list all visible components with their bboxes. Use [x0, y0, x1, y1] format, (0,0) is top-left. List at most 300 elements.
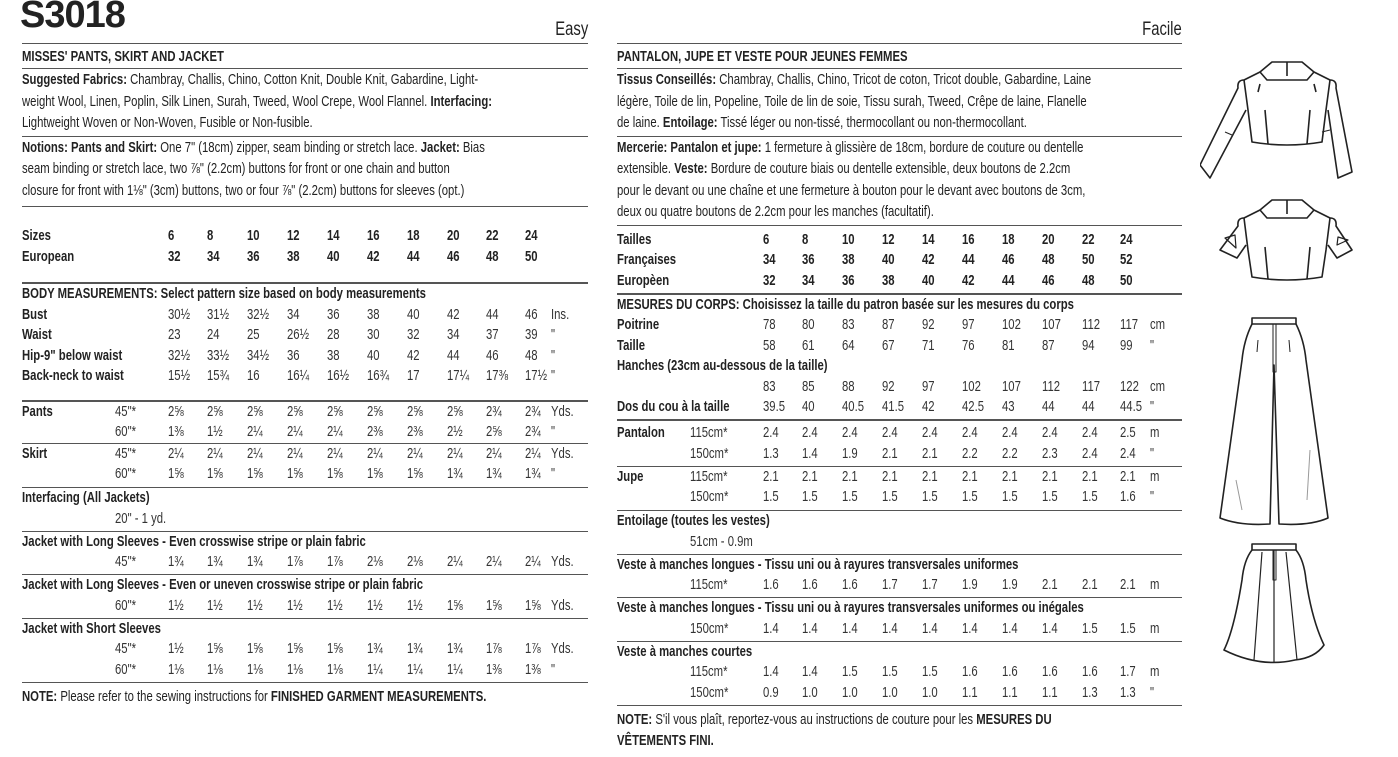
size-value: 1.5 — [922, 664, 938, 680]
size-value: 122 — [1120, 378, 1139, 395]
french-sizes-row — [617, 250, 1182, 271]
size-value: 1.1 — [1042, 684, 1058, 701]
size-value: 1⅝ — [486, 597, 502, 614]
size-value: 1⅞ — [486, 641, 502, 657]
size-value: 2.4 — [842, 425, 858, 441]
size-value: 38 — [882, 272, 895, 289]
size-value: 1.5 — [1120, 620, 1136, 637]
size-value: 1.4 — [962, 620, 978, 637]
size-value: 1.4 — [802, 620, 818, 637]
size-value: 94 — [1082, 337, 1095, 354]
size-value: 1⅝ — [327, 466, 343, 482]
size-value: 1½ — [168, 641, 184, 657]
size-value: 78 — [763, 317, 776, 333]
size-value: 2.1 — [802, 468, 818, 485]
skirt-row — [22, 444, 588, 465]
fabric-width: 150cm* — [690, 684, 729, 701]
unit: " — [551, 424, 556, 440]
size-value: 30½ — [168, 306, 191, 323]
size-value: 1.6 — [842, 577, 858, 593]
size-value: 1.5 — [1042, 489, 1058, 505]
size-value: 85 — [802, 378, 815, 395]
header — [617, 0, 1182, 44]
pattern-title: PANTALON, JUPE ET VESTE POUR JEUNES FEMMES — [617, 46, 1182, 69]
size-value: 2.4 — [1042, 425, 1058, 441]
row-label: Taille — [617, 337, 646, 354]
size-value: 1.1 — [962, 684, 978, 701]
jacket-long-even-row — [617, 575, 1182, 598]
size-value: 48 — [1042, 252, 1055, 268]
size-value: 44.5 — [1120, 399, 1143, 415]
size-value: 30 — [367, 327, 380, 343]
back-row — [617, 397, 1182, 421]
size-value: 97 — [922, 378, 935, 395]
unit: " — [551, 347, 556, 364]
size-value: 32 — [407, 327, 420, 343]
size-value: 42 — [962, 272, 975, 289]
size-value: 1.4 — [1042, 620, 1058, 637]
size-value: 24 — [525, 228, 538, 244]
size-value: 14 — [922, 231, 935, 248]
size-value: 2.1 — [842, 468, 858, 485]
unit: " — [1150, 399, 1155, 415]
size-value: 1.5 — [842, 489, 858, 505]
hips-row — [617, 377, 1182, 398]
size-value: 1.7 — [882, 577, 898, 593]
size-value: 40 — [882, 252, 895, 268]
european-sizes-row — [22, 247, 588, 268]
size-value: 1⅝ — [207, 466, 223, 482]
size-value: 42 — [447, 306, 460, 323]
size-value: 1⅞ — [525, 641, 541, 657]
wide-leg-pants-drawing — [1220, 318, 1328, 524]
unit: Yds. — [551, 554, 574, 570]
size-value: 2.4 — [962, 425, 978, 441]
size-value: 2.1 — [1002, 468, 1018, 485]
size-value: 40 — [922, 272, 935, 289]
size-value: 42 — [922, 399, 935, 415]
size-value: 1⅝ — [207, 641, 223, 657]
size-value: 2.1 — [763, 468, 779, 485]
size-value: 1¾ — [247, 554, 263, 570]
jacket-long-uneven-heading: Jacket with Long Sleeves - Even or uneven crosswise stripe or plain fabric — [22, 577, 424, 593]
jacket-long-uneven-row — [22, 596, 588, 619]
size-value: 1⅞ — [287, 554, 303, 570]
row-label: Back-neck to waist — [22, 368, 124, 384]
size-value: 1¾ — [168, 554, 184, 570]
garment-drawings — [1200, 60, 1398, 700]
size-value: 76 — [962, 337, 975, 354]
size-value: 34 — [763, 252, 776, 268]
fabric-width: 150cm* — [690, 620, 729, 637]
size-value: 87 — [1042, 337, 1055, 354]
pants-row — [22, 402, 588, 423]
fabric-width: 45"* — [115, 445, 136, 462]
size-value: 2¾ — [525, 424, 541, 440]
size-value: 1½ — [327, 597, 343, 614]
fabric-width: 150cm* — [690, 489, 729, 505]
size-value: 102 — [1002, 317, 1021, 333]
unit: cm — [1150, 378, 1166, 395]
size-value: 1⅝ — [525, 597, 541, 614]
size-value: 1.4 — [802, 445, 818, 462]
size-value: 38 — [367, 306, 380, 323]
size-value: 97 — [962, 317, 975, 333]
unit: m — [1150, 468, 1160, 485]
fabric-width: 60"* — [115, 597, 136, 614]
body-row — [22, 325, 588, 346]
size-value: 2¼ — [287, 424, 303, 440]
row-label: Tailles — [617, 231, 652, 248]
size-value: 50 — [1120, 272, 1133, 289]
size-value: 32 — [168, 248, 181, 265]
size-value: 80 — [802, 317, 815, 333]
size-value: 36 — [287, 347, 300, 364]
size-value: 1.9 — [1002, 577, 1018, 593]
size-value: 2¼ — [247, 445, 263, 462]
size-value: 1½ — [207, 424, 223, 440]
size-value: 112 — [1082, 317, 1101, 333]
size-value: 1⅛ — [207, 661, 223, 678]
size-value: 2¼ — [447, 554, 463, 570]
suggested-fabrics: Suggested Fabrics: Chambray, Challis, Chino, Cotton Knit, Double Knit, Gabardine, Light- weight Wool, Linen, Poplin, Silk Linen, Surah, Tweed, Wool Crepe, Wool Flannel. Interfacing: Lightweight Woven or Non-Woven, Fusible or Non-fusible. — [22, 69, 588, 137]
interfacing-row: 51cm - 0.9m — [617, 532, 1182, 555]
row-label: Poitrine — [617, 317, 660, 333]
size-value: 44 — [1082, 399, 1095, 415]
size-value: 1.5 — [962, 489, 978, 505]
size-value: 40 — [367, 347, 380, 364]
size-value: 2¼ — [168, 445, 184, 462]
fabric-width: 115cm* — [690, 577, 728, 593]
row-label: Pants — [22, 403, 53, 420]
flared-skirt-drawing — [1224, 544, 1324, 662]
row-label: Hip-9" below waist — [22, 347, 123, 364]
size-value: 1.6 — [763, 577, 779, 593]
size-value: 18 — [1002, 231, 1015, 248]
size-value: 22 — [1082, 231, 1095, 248]
size-value: 2.2 — [962, 445, 978, 462]
size-value: 52 — [1120, 252, 1133, 268]
size-value: 1¼ — [407, 661, 423, 678]
size-value: 12 — [287, 228, 300, 244]
size-value: 2.1 — [962, 468, 978, 485]
size-value: 61 — [802, 337, 815, 354]
size-value: 33½ — [207, 347, 230, 364]
size-value: 17⅜ — [486, 368, 509, 384]
size-value: 2⅝ — [367, 403, 383, 420]
size-value: 2¼ — [447, 445, 463, 462]
size-value: 44 — [1042, 399, 1055, 415]
size-value: 1.4 — [922, 620, 938, 637]
size-value: 2½ — [447, 424, 463, 440]
size-value: 2.1 — [922, 445, 938, 462]
row-label: Sizes — [22, 228, 51, 244]
size-value: 38 — [327, 347, 340, 364]
size-value: 44 — [486, 306, 499, 323]
pants-row — [617, 444, 1182, 467]
size-value: 42 — [367, 248, 380, 265]
size-value: 1.0 — [842, 684, 858, 701]
size-value: 2⅝ — [486, 424, 502, 440]
size-value: 1.5 — [802, 489, 818, 505]
skirt-row — [617, 487, 1182, 511]
size-value: 18 — [407, 228, 420, 244]
size-value: 2.2 — [1002, 445, 1018, 462]
size-value: 1⅜ — [525, 661, 541, 678]
size-value: 1.5 — [842, 664, 858, 680]
size-value: 1.5 — [882, 664, 898, 680]
jacket-short-row — [617, 662, 1182, 683]
size-value: 2.4 — [882, 425, 898, 441]
size-value: 2⅝ — [168, 403, 184, 420]
size-value: 1½ — [407, 597, 423, 614]
size-value: 1⅜ — [486, 661, 502, 678]
size-value: 48 — [486, 248, 499, 265]
size-value: 2¼ — [525, 554, 541, 570]
row-label: Jupe — [617, 468, 644, 485]
size-value: 1½ — [207, 597, 223, 614]
size-value: 1⅝ — [247, 466, 263, 482]
fabric-width: 60"* — [115, 466, 136, 482]
hips-heading: Hanches (23cm au-dessous de la taille) — [617, 358, 828, 374]
unit: " — [1150, 489, 1155, 505]
size-value: 10 — [247, 228, 260, 244]
size-value: 44 — [407, 248, 420, 265]
size-value: 2.3 — [1042, 445, 1058, 462]
size-value: 2.1 — [882, 445, 898, 462]
unit: " — [1150, 337, 1155, 354]
size-value: 42.5 — [962, 399, 985, 415]
size-value: 16 — [367, 228, 380, 244]
size-value: 2.4 — [1120, 445, 1136, 462]
size-value: 1.6 — [1042, 664, 1058, 680]
size-value: 1.4 — [763, 664, 779, 680]
size-value: 34 — [447, 327, 460, 343]
interfacing-heading: Entoilage (toutes les vestes) — [617, 513, 770, 529]
size-value: 2¼ — [327, 445, 343, 462]
jacket-long-uneven-heading: Veste à manches longues - Tissu uni ou à rayures transversales uniformes ou inégales — [617, 600, 1084, 616]
size-value: 1.5 — [763, 489, 779, 505]
size-value: 16¼ — [287, 368, 310, 384]
size-value: 2.4 — [922, 425, 938, 441]
size-value: 88 — [842, 378, 855, 395]
size-value: 2.1 — [1120, 468, 1136, 485]
size-value: 44 — [447, 347, 460, 364]
size-value: 2⅝ — [327, 403, 343, 420]
interfacing-row: 20" - 1 yd. — [22, 509, 588, 532]
size-value: 2.4 — [1002, 425, 1018, 441]
size-value: 1.5 — [1002, 489, 1018, 505]
size-value: 43 — [1002, 399, 1015, 415]
size-value: 1⅛ — [327, 661, 343, 678]
fabric-width: 115cm* — [690, 425, 728, 441]
size-value: 2.4 — [802, 425, 818, 441]
size-value: 1¾ — [207, 554, 223, 570]
size-value: 40 — [327, 248, 340, 265]
size-value: 1¾ — [367, 641, 383, 657]
size-value: 34 — [287, 306, 300, 323]
size-value: 46 — [486, 347, 499, 364]
unit: " — [551, 327, 556, 343]
body-row — [617, 315, 1182, 336]
size-value: 6 — [763, 231, 770, 248]
size-value: 8 — [207, 228, 214, 244]
size-value: 2¼ — [247, 424, 263, 440]
size-value: 1¾ — [447, 641, 463, 657]
size-value: 2⅛ — [407, 554, 423, 570]
size-value: 1⅝ — [287, 466, 303, 482]
size-value: 40.5 — [842, 399, 865, 415]
size-value: 38 — [287, 248, 300, 265]
size-value: 2¼ — [287, 445, 303, 462]
size-value: 50 — [525, 248, 538, 265]
unit: m — [1150, 425, 1160, 441]
size-value: 1.9 — [842, 445, 858, 462]
size-value: 2.1 — [1082, 577, 1098, 593]
pants-row — [617, 423, 1182, 444]
size-value: 2¾ — [486, 403, 502, 420]
size-value: 1⅝ — [247, 641, 263, 657]
size-value: 1.9 — [962, 577, 978, 593]
size-value: 1⅜ — [168, 424, 184, 440]
unit: Ins. — [551, 306, 570, 323]
size-value: 1.5 — [1082, 620, 1098, 637]
size-value: 117 — [1082, 378, 1101, 395]
size-value: 2¼ — [327, 424, 343, 440]
body-row — [617, 336, 1182, 357]
size-value: 1.3 — [1082, 684, 1098, 701]
unit: cm — [1150, 317, 1166, 333]
row-label: Bust — [22, 306, 48, 323]
french-section — [617, 0, 1182, 752]
size-value: 1.7 — [1120, 664, 1136, 680]
interfacing-heading: Interfacing (All Jackets) — [22, 490, 150, 506]
size-value: 1.4 — [1002, 620, 1018, 637]
size-value: 31½ — [207, 306, 230, 323]
size-value: 1.0 — [922, 684, 938, 701]
size-value: 44 — [1002, 272, 1015, 289]
sizes-row — [617, 230, 1182, 251]
fabric-width: 60"* — [115, 424, 136, 440]
english-section — [22, 0, 588, 708]
size-value: 1⅞ — [327, 554, 343, 570]
unit: Yds. — [551, 445, 574, 462]
size-value: 36 — [247, 248, 260, 265]
size-value: 1½ — [247, 597, 263, 614]
size-value: 36 — [327, 306, 340, 323]
size-value: 2.4 — [763, 425, 779, 441]
size-value: 16¾ — [367, 368, 390, 384]
size-value: 1⅝ — [168, 466, 184, 482]
unit: " — [551, 466, 556, 482]
jacket-short-row — [22, 639, 588, 660]
size-value: 34½ — [247, 347, 270, 364]
size-value: 20 — [447, 228, 460, 244]
size-value: 1¾ — [407, 641, 423, 657]
fabric-width: 45"* — [115, 554, 136, 570]
short-sleeve-jacket-drawing — [1220, 200, 1352, 280]
sizes-row — [22, 226, 588, 247]
size-value: 1½ — [287, 597, 303, 614]
notions: Mercerie: Pantalon et jupe: 1 fermeture à glissière de 18cm, bordure de couture ou dentelle extensible. Veste: Bordure de couture biais ou dentelle extensible, deux boutons de 2.2cm pour le devant ou une chaîne et une fermeture à bouton pour le devant avec boutons de 3cm, deux ou quatre boutons de 2.2cm pour les manches (facultatif). — [617, 137, 1182, 226]
size-value: 36 — [842, 272, 855, 289]
size-value: 2⅝ — [207, 403, 223, 420]
size-value: 28 — [327, 327, 340, 343]
size-value: 34 — [802, 272, 815, 289]
size-value: 8 — [802, 231, 809, 248]
size-value: 2¼ — [525, 445, 541, 462]
body-row — [22, 346, 588, 367]
row-label: Waist — [22, 327, 52, 343]
size-value: 1.1 — [1002, 684, 1018, 701]
size-value: 2⅝ — [247, 403, 263, 420]
size-value: 39 — [525, 327, 538, 343]
size-value: 1⅝ — [327, 641, 343, 657]
size-value: 1½ — [168, 597, 184, 614]
row-label: Pantalon — [617, 425, 665, 441]
size-value: 117 — [1120, 317, 1139, 333]
body-row — [22, 305, 588, 326]
size-value: 1¾ — [525, 466, 541, 482]
long-sleeve-jacket-drawing — [1200, 62, 1352, 178]
size-value: 25 — [247, 327, 260, 343]
size-value: 1¼ — [447, 661, 463, 678]
jacket-short-row — [22, 660, 588, 683]
size-value: 112 — [1042, 378, 1061, 395]
row-label: European — [22, 248, 75, 265]
fabric-width: 60"* — [115, 661, 136, 678]
jacket-short-heading: Veste à manches courtes — [617, 643, 753, 660]
body-measurements-heading: BODY MEASUREMENTS: Select pattern size based on body measurements — [22, 286, 426, 302]
size-value: 71 — [922, 337, 935, 354]
size-value: 2¼ — [486, 554, 502, 570]
pattern-title: MISSES' PANTS, SKIRT AND JACKET — [22, 46, 588, 69]
row-label: Françaises — [617, 252, 677, 268]
size-value: 1⅝ — [447, 597, 463, 614]
size-value: 42 — [407, 347, 420, 364]
body-row — [22, 366, 588, 387]
size-value: 15½ — [168, 368, 191, 384]
size-value: 32½ — [168, 347, 191, 364]
size-value: 26½ — [287, 327, 310, 343]
size-value: 34 — [207, 248, 220, 265]
size-value: 1¾ — [486, 466, 502, 482]
size-value: 46 — [1042, 272, 1055, 289]
size-value: 2⅝ — [447, 403, 463, 420]
row-label: Europèen — [617, 272, 670, 289]
size-value: 1.7 — [922, 577, 938, 593]
unit: m — [1150, 620, 1160, 637]
skirt-row — [617, 467, 1182, 488]
size-value: 44 — [962, 252, 975, 268]
size-value: 1.6 — [962, 664, 978, 680]
jacket-long-uneven-row — [617, 619, 1182, 642]
size-value: 83 — [842, 317, 855, 333]
size-value: 1⅛ — [247, 661, 263, 678]
size-value: 102 — [962, 378, 981, 395]
jacket-short-row — [617, 683, 1182, 706]
size-value: 2.1 — [1120, 577, 1136, 593]
size-value: 2.4 — [1082, 425, 1098, 441]
size-value: 1¾ — [447, 466, 463, 482]
size-value: 1.6 — [802, 577, 818, 593]
size-value: 50 — [1082, 252, 1095, 268]
jacket-long-even-heading: Veste à manches longues - Tissu uni ou à rayures transversales uniformes — [617, 556, 1019, 573]
fabric-width: 150cm* — [690, 445, 729, 462]
body-measurements-heading: MESURES DU CORPS: Choisissez la taille du patron basée sur les mesures du corps — [617, 296, 1074, 313]
unit: m — [1150, 664, 1160, 680]
unit: Yds. — [551, 597, 574, 614]
